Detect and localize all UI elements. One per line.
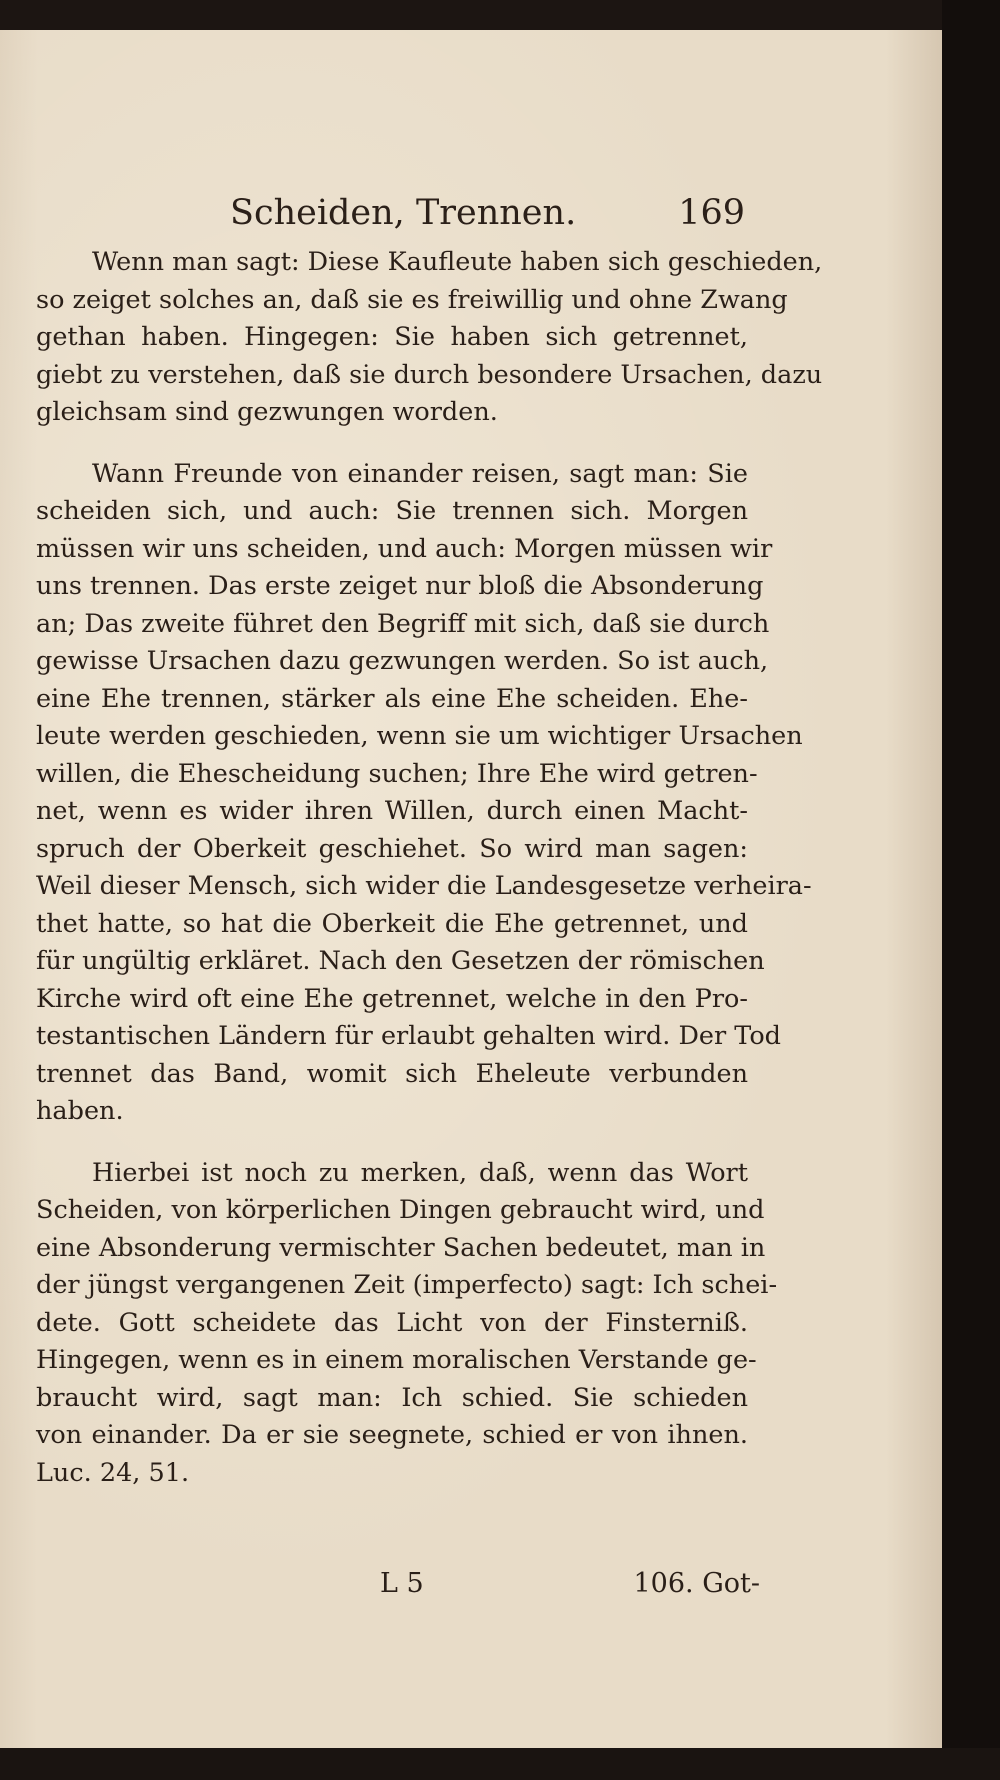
paragraph bbox=[36, 456, 812, 1131]
text-line: Wenn man sagt: Diese Kaufleute haben sich geschieden, bbox=[92, 247, 823, 277]
text-line: müssen wir uns scheiden, und auch: Morgen müssen wir bbox=[36, 533, 773, 564]
text-line: so zeiget solches an, daß sie es freiwillig und ohne Zwang bbox=[36, 284, 788, 315]
text-line: Scheiden, von körperlichen Dingen gebraucht wird, und bbox=[36, 1195, 765, 1225]
text-line: spruch der Oberkeit geschiehet. So wird man sagen: bbox=[36, 833, 748, 864]
running-header bbox=[230, 188, 745, 238]
paragraph-gap bbox=[36, 1131, 748, 1155]
text-line: Weil dieser Mensch, sich wider die Landesgesetze verheira- bbox=[36, 871, 812, 901]
paragraph bbox=[36, 1155, 778, 1493]
text-line: gewisse Ursachen dazu gezwungen werden. So ist auch, bbox=[36, 646, 769, 676]
text-line: scheiden sich, und auch: Sie trennen sich. Morgen bbox=[36, 496, 748, 526]
body-text bbox=[36, 244, 823, 1492]
text-line: testantischen Ländern für erlaubt gehalten wird. Der Tod bbox=[36, 1021, 782, 1051]
text-line: der jüngst vergangenen Zeit (imperfecto) sagt: Ich schei- bbox=[36, 1270, 778, 1300]
paragraph bbox=[36, 244, 823, 432]
text-line: eine Ehe trennen, stärker als eine Ehe scheiden. Ehe- bbox=[36, 683, 748, 714]
text-line: giebt zu verstehen, daß sie durch besondere Ursachen, dazu bbox=[36, 359, 823, 390]
text-line: gleichsam sind gezwungen worden. bbox=[36, 397, 498, 427]
signature-mark: L 5 bbox=[380, 1568, 424, 1599]
book-page bbox=[0, 30, 942, 1748]
text-line: Luc. 24, 51. bbox=[36, 1457, 190, 1488]
book-edge-right bbox=[942, 0, 1000, 1780]
page-footer bbox=[380, 1562, 760, 1606]
text-line: braucht wird, sagt man: Ich schied. Sie schieden bbox=[36, 1382, 748, 1413]
text-line: leute werden geschieden, wenn sie um wichtiger Ursachen bbox=[36, 721, 803, 751]
text-line: an; Das zweite führet den Begriff mit sich, daß sie durch bbox=[36, 608, 770, 639]
text-line: trennet das Band, womit sich Eheleute verbunden bbox=[36, 1058, 748, 1089]
text-line: Kirche wird oft eine Ehe getrennet, welche in den Pro- bbox=[36, 983, 748, 1014]
text-line: dete. Gott scheidete das Licht von der Finsterniß. bbox=[36, 1307, 748, 1338]
text-line: gethan haben. Hingegen: Sie haben sich getrennet, bbox=[36, 322, 748, 352]
running-title: Scheiden, Trennen. bbox=[230, 193, 577, 233]
text-line: von einander. Da er sie seegnete, schied er von ihnen. bbox=[36, 1420, 748, 1450]
page-number: 169 bbox=[678, 193, 745, 233]
text-line: Wann Freunde von einander reisen, sagt man: Sie bbox=[92, 458, 748, 489]
text-line: net, wenn es wider ihren Willen, durch einen Macht- bbox=[36, 796, 748, 826]
text-line: eine Absonderung vermischter Sachen bedeutet, man in bbox=[36, 1232, 766, 1263]
text-line: für ungültig erkläret. Nach den Gesetzen der römischen bbox=[36, 946, 765, 976]
paragraph-gap bbox=[36, 432, 748, 456]
text-line: Hierbei ist noch zu merken, daß, wenn das Wort bbox=[92, 1157, 748, 1188]
book-edge-bottom bbox=[0, 1748, 1000, 1780]
text-line: thet hatte, so hat die Oberkeit die Ehe getrennet, und bbox=[36, 908, 748, 939]
text-line: Hingegen, wenn es in einem moralischen Verstande ge- bbox=[36, 1345, 757, 1375]
catchword: 106. Got- bbox=[633, 1568, 760, 1599]
text-line: haben. bbox=[36, 1096, 124, 1126]
text-line: willen, die Ehescheidung suchen; Ihre Ehe wird getren- bbox=[36, 758, 758, 789]
text-line: uns trennen. Das erste zeiget nur bloß die Absonderung bbox=[36, 571, 764, 601]
